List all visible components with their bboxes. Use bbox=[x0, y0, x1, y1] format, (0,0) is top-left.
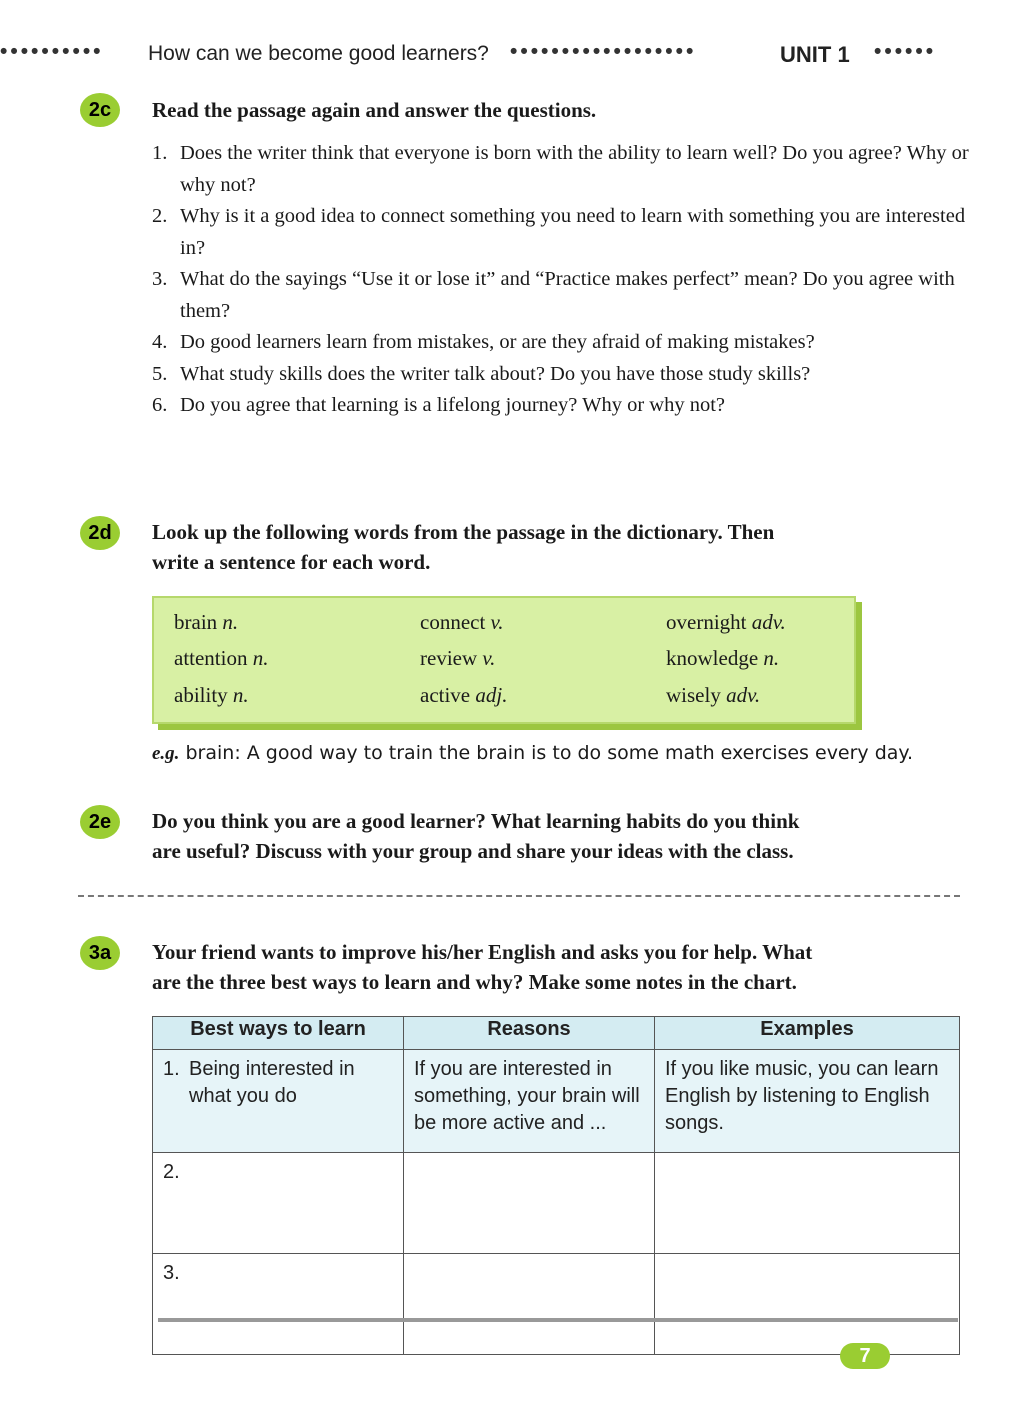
row-number: 3. bbox=[163, 1262, 180, 1284]
part-of-speech: adv. bbox=[751, 610, 786, 634]
question-item bbox=[152, 264, 972, 327]
unit-question: How can we become good learners? bbox=[148, 42, 489, 65]
table-row bbox=[153, 1254, 960, 1355]
part-of-speech: n. bbox=[222, 610, 239, 634]
question-item bbox=[152, 138, 972, 201]
question-item bbox=[152, 390, 972, 422]
badge-3a: 3a bbox=[80, 936, 120, 970]
vocab-word bbox=[420, 683, 507, 708]
part-of-speech: n. bbox=[252, 646, 269, 670]
question-text: Do you agree that learning is a lifelong journey? Why or why not? bbox=[180, 394, 725, 416]
vocab-word bbox=[666, 683, 760, 708]
reason-cell[interactable] bbox=[404, 1254, 655, 1355]
word-text: wisely bbox=[666, 683, 721, 707]
instruction-line: are useful? Discuss with your group and share your ideas with the class. bbox=[152, 839, 794, 863]
section-divider bbox=[78, 895, 960, 897]
page-number: 7 bbox=[840, 1343, 890, 1369]
header-dots-mid: •••••••••••••••••• bbox=[510, 40, 697, 63]
row-number: 1. bbox=[163, 1058, 180, 1080]
word-text: review bbox=[420, 646, 478, 670]
instruction-line: Look up the following words from the passage in the dictionary. Then bbox=[152, 520, 775, 544]
instruction-line: Your friend wants to improve his/her English and asks you for help. What bbox=[152, 940, 813, 964]
example-cell[interactable]: If you like music, you can learn English by listening to English songs. bbox=[655, 1050, 960, 1153]
vocab-word bbox=[666, 646, 779, 671]
question-item bbox=[152, 327, 972, 359]
badge-2d: 2d bbox=[80, 516, 120, 550]
table-row bbox=[153, 1050, 960, 1153]
instruction-2e bbox=[152, 806, 799, 866]
instruction-2c: Read the passage again and answer the questions. bbox=[152, 98, 597, 122]
word-text: ability bbox=[174, 683, 228, 707]
example-label: e.g. bbox=[152, 743, 180, 764]
unit-label: UNIT 1 bbox=[780, 42, 850, 67]
chart-shadow bbox=[158, 1318, 958, 1322]
instruction-line: write a sentence for each word. bbox=[152, 550, 431, 574]
word-text: knowledge bbox=[666, 646, 759, 670]
word-text: overnight bbox=[666, 610, 747, 634]
question-number: 2. bbox=[152, 205, 168, 227]
example-cell[interactable] bbox=[655, 1254, 960, 1355]
table-row bbox=[153, 1153, 960, 1254]
word-text: attention bbox=[174, 646, 248, 670]
word-text: connect bbox=[420, 610, 486, 634]
reason-cell[interactable] bbox=[404, 1153, 655, 1254]
way-cell[interactable] bbox=[153, 1050, 404, 1153]
question-number: 6. bbox=[152, 394, 168, 416]
vocab-word bbox=[174, 683, 249, 708]
question-number: 5. bbox=[152, 362, 168, 385]
column-header: Best ways to learn bbox=[153, 1017, 404, 1050]
question-text: What do the sayings “Use it or lose it” and “Practice makes perfect” mean? Do you agree with them? bbox=[180, 268, 955, 322]
question-number: 3. bbox=[152, 268, 168, 290]
word-text: brain bbox=[174, 610, 218, 634]
question-item bbox=[152, 201, 972, 264]
question-text: Does the writer think that everyone is born with the ability to learn well? Do you agree? Why or why not? bbox=[180, 142, 969, 196]
question-number: 4. bbox=[152, 331, 168, 353]
instruction-line: are the three best ways to learn and why? Make some notes in the chart. bbox=[152, 970, 797, 994]
badge-2e: 2e bbox=[80, 805, 120, 839]
chart-header-row bbox=[153, 1017, 960, 1050]
row-number: 2. bbox=[163, 1161, 180, 1183]
question-list bbox=[152, 138, 972, 422]
way-text: Being interested in what you do bbox=[189, 1058, 355, 1107]
vocab-word bbox=[666, 610, 786, 635]
page-header bbox=[0, 40, 1000, 72]
question-number: 1. bbox=[152, 142, 168, 164]
instruction-2d bbox=[152, 517, 774, 577]
example-sentence bbox=[152, 742, 913, 765]
part-of-speech: adj. bbox=[475, 683, 508, 707]
notes-chart bbox=[152, 1016, 960, 1355]
header-dots-right: •••••• bbox=[874, 40, 937, 63]
part-of-speech: v. bbox=[482, 646, 496, 670]
vocab-word bbox=[174, 646, 268, 671]
instruction-3a bbox=[152, 937, 812, 997]
question-item bbox=[152, 359, 972, 391]
way-cell[interactable] bbox=[153, 1254, 404, 1355]
column-header: Examples bbox=[655, 1017, 960, 1050]
part-of-speech: v. bbox=[490, 610, 504, 634]
header-dots-left: •••••••••• bbox=[0, 40, 104, 63]
column-header: Reasons bbox=[404, 1017, 655, 1050]
word-text: active bbox=[420, 683, 471, 707]
vocab-word bbox=[420, 610, 504, 635]
vocab-word bbox=[420, 646, 495, 671]
part-of-speech: n. bbox=[232, 683, 249, 707]
example-text: brain: A good way to train the brain is to do some math exercises every day. bbox=[185, 742, 913, 764]
badge-2c: 2c bbox=[80, 93, 120, 127]
example-cell[interactable] bbox=[655, 1153, 960, 1254]
part-of-speech: adv. bbox=[726, 683, 761, 707]
question-text: Why is it a good idea to connect something you need to learn with something you are interested in? bbox=[180, 205, 966, 259]
question-text: Do good learners learn from mistakes, or are they afraid of making mistakes? bbox=[180, 331, 815, 353]
word-box bbox=[152, 596, 856, 724]
way-cell[interactable] bbox=[153, 1153, 404, 1254]
instruction-line: Do you think you are a good learner? What learning habits do you think bbox=[152, 809, 800, 833]
reason-cell[interactable]: If you are interested in something, your brain will be more active and ... bbox=[404, 1050, 655, 1153]
part-of-speech: n. bbox=[763, 646, 780, 670]
vocab-word bbox=[174, 610, 238, 635]
question-text: What study skills does the writer talk about? Do you have those study skills? bbox=[180, 362, 811, 385]
